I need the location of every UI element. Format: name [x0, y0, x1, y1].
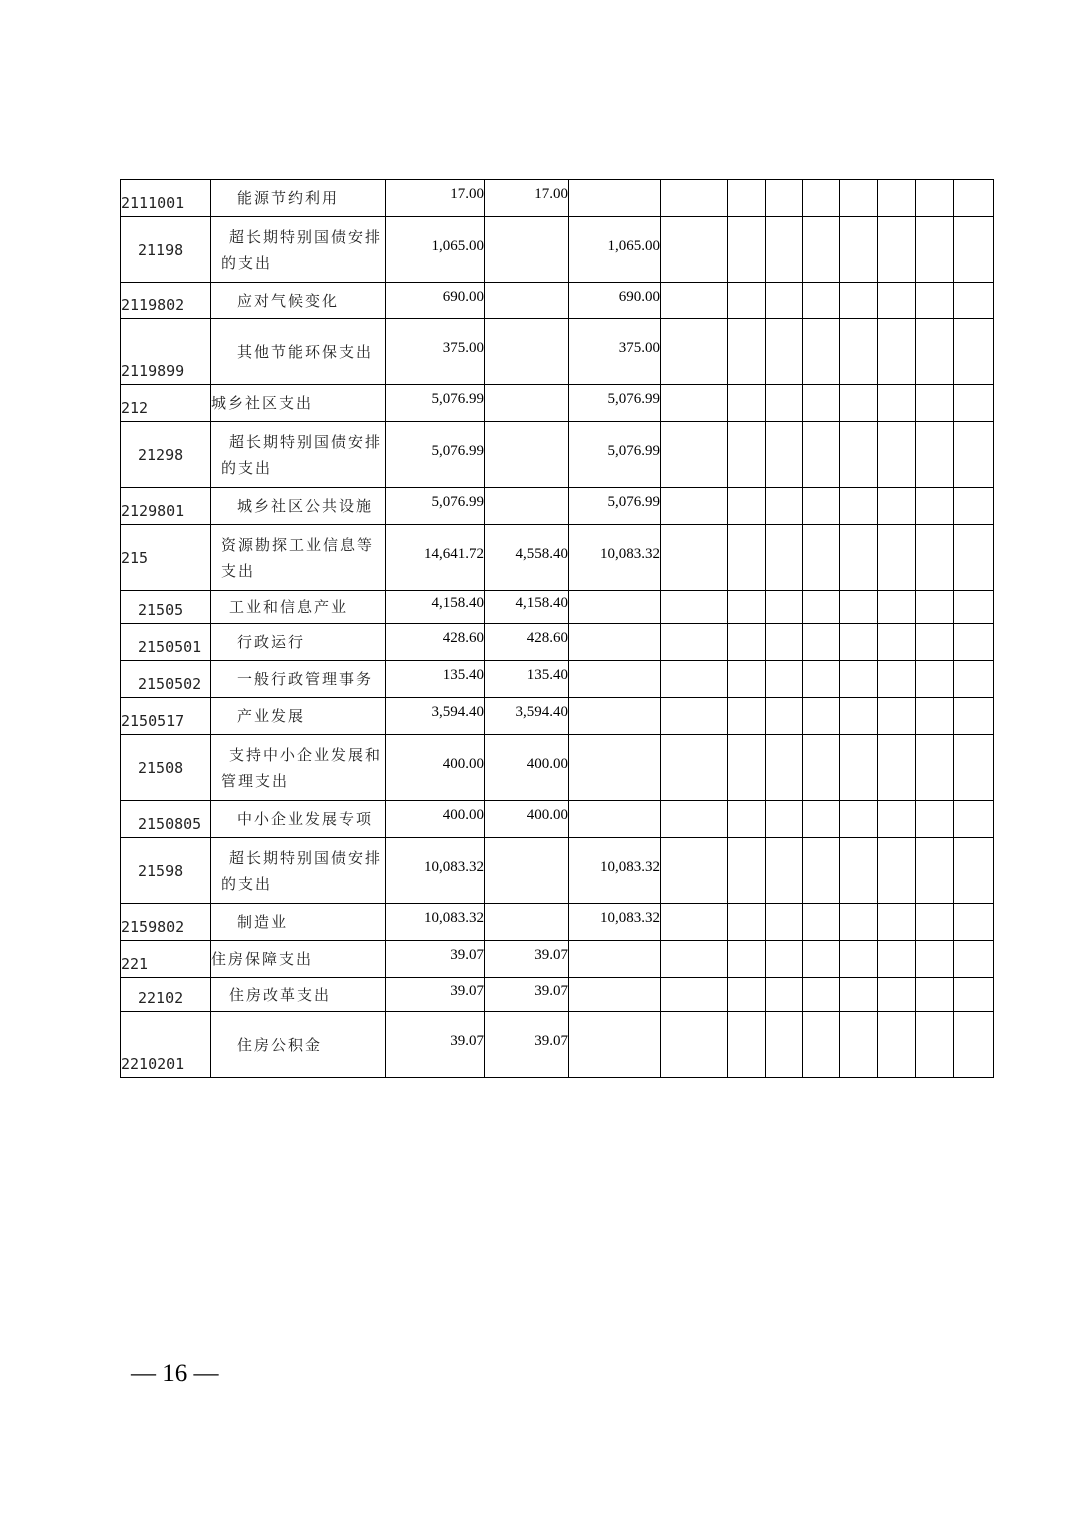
basic-amount	[485, 838, 569, 904]
project-amount: 10,083.32	[569, 904, 661, 941]
total-amount: 400.00	[386, 735, 485, 801]
basic-amount: 3,594.40	[485, 698, 569, 735]
item-code: 2150517	[121, 698, 211, 735]
item-code: 212	[121, 385, 211, 422]
item-code: 2150501	[121, 624, 211, 661]
item-code: 21198	[121, 217, 211, 283]
item-name: 住房改革支出	[211, 978, 386, 1012]
table-row	[121, 978, 994, 1012]
item-name: 产业发展	[211, 698, 386, 735]
project-amount: 10,083.32	[569, 838, 661, 904]
project-amount: 5,076.99	[569, 422, 661, 488]
project-amount: 10,083.32	[569, 525, 661, 591]
item-name: 资源勘探工业信息等 支出	[211, 525, 386, 591]
item-name: 行政运行	[211, 624, 386, 661]
item-code: 2210201	[121, 1012, 211, 1078]
table-row	[121, 904, 994, 941]
basic-amount: 39.07	[485, 1012, 569, 1078]
project-amount	[569, 624, 661, 661]
project-amount: 690.00	[569, 283, 661, 319]
total-amount: 4,158.40	[386, 591, 485, 624]
total-amount: 39.07	[386, 941, 485, 978]
item-code: 2150502	[121, 661, 211, 698]
total-amount: 375.00	[386, 319, 485, 385]
basic-amount	[485, 385, 569, 422]
item-name: 超长期特别国债安排 的支出	[211, 422, 386, 488]
table-row	[121, 385, 994, 422]
table-row	[121, 591, 994, 624]
basic-amount	[485, 217, 569, 283]
project-amount: 1,065.00	[569, 217, 661, 283]
item-name: 中小企业发展专项	[211, 801, 386, 838]
project-amount	[569, 698, 661, 735]
table-row	[121, 698, 994, 735]
basic-amount: 4,158.40	[485, 591, 569, 624]
item-name: 应对气候变化	[211, 283, 386, 319]
item-name: 城乡社区公共设施	[211, 488, 386, 525]
project-amount	[569, 180, 661, 217]
total-amount: 428.60	[386, 624, 485, 661]
budget-expenditure-table	[120, 179, 994, 1078]
item-code: 21505	[121, 591, 211, 624]
project-amount: 5,076.99	[569, 385, 661, 422]
item-name: 超长期特别国债安排 的支出	[211, 838, 386, 904]
project-amount	[569, 591, 661, 624]
project-amount	[569, 941, 661, 978]
basic-amount: 39.07	[485, 941, 569, 978]
total-amount: 5,076.99	[386, 422, 485, 488]
item-code: 2119899	[121, 319, 211, 385]
item-code: 2159802	[121, 904, 211, 941]
item-name: 支持中小企业发展和 管理支出	[211, 735, 386, 801]
item-code: 21598	[121, 838, 211, 904]
item-name: 城乡社区支出	[211, 385, 386, 422]
total-amount: 690.00	[386, 283, 485, 319]
basic-amount: 39.07	[485, 978, 569, 1012]
table-row	[121, 180, 994, 217]
project-amount	[569, 661, 661, 698]
basic-amount	[485, 422, 569, 488]
item-code: 21298	[121, 422, 211, 488]
basic-amount: 17.00	[485, 180, 569, 217]
item-name: 超长期特别国债安排 的支出	[211, 217, 386, 283]
table-row	[121, 525, 994, 591]
basic-amount	[485, 283, 569, 319]
table-row	[121, 661, 994, 698]
total-amount: 10,083.32	[386, 838, 485, 904]
project-amount: 5,076.99	[569, 488, 661, 525]
item-name-text: 能源节约利用	[237, 189, 340, 207]
table-row	[121, 735, 994, 801]
total-amount: 39.07	[386, 978, 485, 1012]
table-row	[121, 801, 994, 838]
table-row	[121, 319, 994, 385]
item-name: 住房公积金	[211, 1012, 386, 1078]
item-name: 其他节能环保支出	[211, 319, 386, 385]
basic-amount: 428.60	[485, 624, 569, 661]
total-amount: 3,594.40	[386, 698, 485, 735]
total-amount: 39.07	[386, 1012, 485, 1078]
item-code: 22102	[121, 978, 211, 1012]
item-code: 221	[121, 941, 211, 978]
item-code: 2150805	[121, 801, 211, 838]
basic-amount	[485, 904, 569, 941]
project-amount	[569, 801, 661, 838]
table-row	[121, 283, 994, 319]
basic-amount: 400.00	[485, 801, 569, 838]
total-amount: 135.40	[386, 661, 485, 698]
table-row	[121, 1012, 994, 1078]
project-amount	[569, 978, 661, 1012]
table-row	[121, 941, 994, 978]
table-row	[121, 488, 994, 525]
basic-amount: 135.40	[485, 661, 569, 698]
item-code: 2111001	[121, 180, 211, 217]
total-amount: 1,065.00	[386, 217, 485, 283]
item-code: 2129801	[121, 488, 211, 525]
item-name	[211, 180, 386, 217]
project-amount	[569, 1012, 661, 1078]
basic-amount: 400.00	[485, 735, 569, 801]
total-amount: 5,076.99	[386, 488, 485, 525]
total-amount: 5,076.99	[386, 385, 485, 422]
item-name: 工业和信息产业	[211, 591, 386, 624]
basic-amount	[485, 319, 569, 385]
table-row	[121, 838, 994, 904]
item-name: 住房保障支出	[211, 941, 386, 978]
basic-amount	[485, 488, 569, 525]
total-amount: 17.00	[386, 180, 485, 217]
table-row	[121, 624, 994, 661]
total-amount: 400.00	[386, 801, 485, 838]
total-amount: 10,083.32	[386, 904, 485, 941]
item-code: 2119802	[121, 283, 211, 319]
basic-amount: 4,558.40	[485, 525, 569, 591]
page-number: — 16 —	[131, 1360, 219, 1387]
item-code: 215	[121, 525, 211, 591]
project-amount: 375.00	[569, 319, 661, 385]
item-code: 21508	[121, 735, 211, 801]
table-row	[121, 422, 994, 488]
project-amount	[569, 735, 661, 801]
table-row	[121, 217, 994, 283]
item-name: 一般行政管理事务	[211, 661, 386, 698]
total-amount: 14,641.72	[386, 525, 485, 591]
item-name: 制造业	[211, 904, 386, 941]
